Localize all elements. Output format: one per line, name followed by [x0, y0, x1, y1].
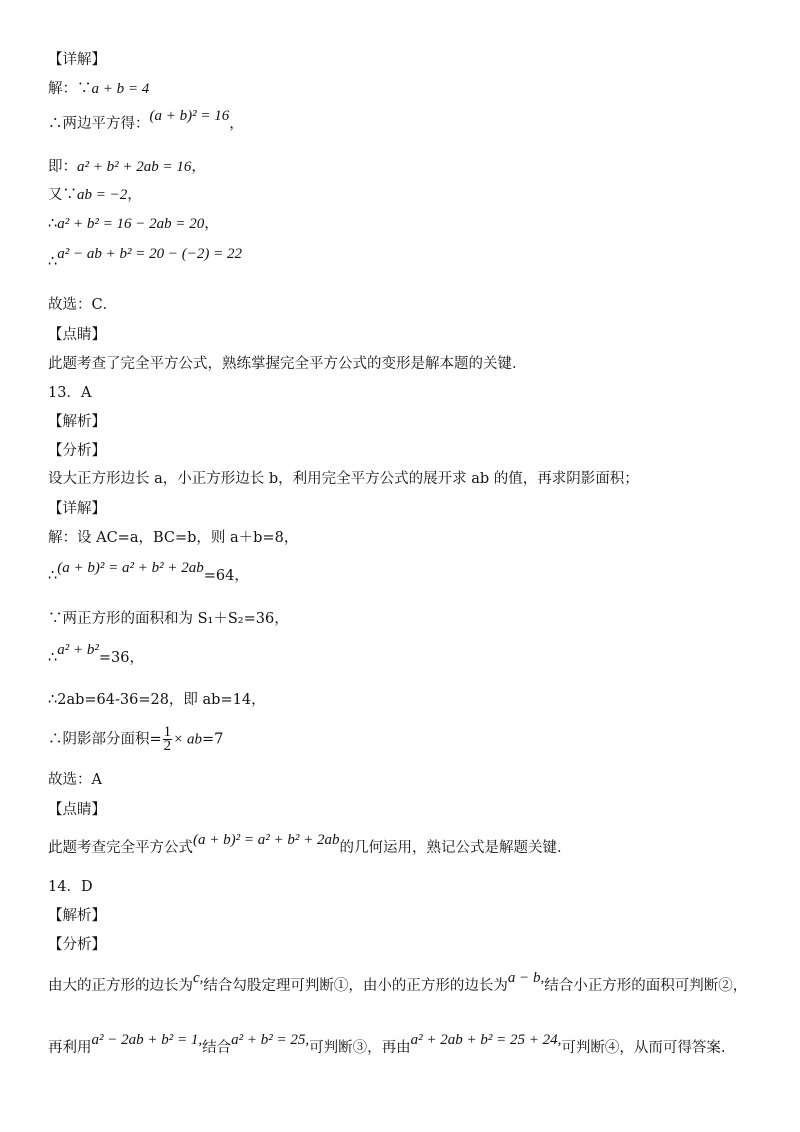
q14-line1-b: 结合勾股定理可判断①，由小的正方形的边长为: [203, 978, 508, 994]
q14-line2-c: 可判断③，再由: [309, 1040, 411, 1056]
q14-line2-b: 结合: [202, 1040, 232, 1056]
q12-line5-suffix: ，: [204, 216, 219, 232]
one-half-fraction: [163, 726, 173, 753]
q13-heading: 13．A: [48, 385, 92, 401]
q12-line3: [48, 157, 206, 177]
q12-line1-math: a + b = 4: [91, 81, 150, 97]
q12-line2-suffix: ，: [229, 116, 244, 132]
fraction-numerator: 1: [163, 724, 172, 740]
q12-line4-prefix: 又∵: [48, 187, 77, 203]
q13-line4: [48, 642, 144, 668]
q13-comment-suffix: 的几何运用，熟记公式是解题关键．: [339, 840, 572, 856]
q12-line2-math: (a + b)² = 16: [149, 108, 230, 124]
q14-line2: [48, 1032, 726, 1058]
q13-line5: ∴2ab=64-36=28，即 ab=14，: [48, 692, 266, 708]
fenxi-header: 【分析】: [48, 443, 106, 459]
comment-header: 【点睛】: [48, 802, 106, 818]
q14-line2-a: 再利用: [48, 1040, 92, 1056]
q13-line2-math: (a + b)² = a² + b² + 2ab: [57, 560, 204, 576]
q12-line1-prefix: 解：∵: [48, 81, 92, 97]
q13-choice: 故选：A: [48, 772, 102, 788]
fenxi-header: 【分析】: [48, 937, 106, 953]
q12-choice: 故选：C．: [48, 297, 118, 313]
q13-analysis: 设大正方形边长 a，小正方形边长 b，利用完全平方公式的展开求 ab 的值，再求阴影面积；: [48, 471, 639, 487]
q12-line5-math: a² + b² = 16 − 2ab = 20: [57, 216, 205, 232]
q12-line6-prefix: ∴: [48, 254, 58, 270]
q12-line5: [48, 214, 219, 234]
analysis-header: 【解析】: [48, 908, 106, 924]
q13-line1: 解：设 AC=a，BC=b，则 a＋b=8，: [48, 530, 299, 546]
q12-line3-math: a² + b² + 2ab = 16: [77, 159, 192, 175]
q14-line2-math1: a² − 2ab + b² = 1,: [91, 1032, 203, 1048]
q14-line1-c: 结合小正方形的面积可判断②，: [544, 978, 748, 994]
q14-line1: [48, 970, 748, 996]
q13-line6: [48, 726, 223, 753]
detail-header: 【详解】: [48, 52, 106, 68]
q12-line1: [48, 79, 149, 99]
q14-line1-a: 由大的正方形的边长为: [48, 978, 193, 994]
q12-line4: [48, 185, 142, 205]
analysis-header: 【解析】: [48, 414, 106, 430]
q14-line2-math3: a² + 2ab + b² = 25 + 24,: [410, 1032, 562, 1048]
q13-line2: [48, 560, 249, 586]
q13-line6-math: × ab: [173, 731, 203, 748]
q14-line2-d: 可判断④，从而可得答案.: [561, 1040, 726, 1056]
q13-line2-prefix: ∴: [48, 568, 58, 584]
q12-line6-math: a² − ab + b² = 20 − (−2) = 22: [57, 246, 242, 262]
comment-header: 【点睛】: [48, 327, 106, 343]
q13-line6-suffix: =7: [202, 731, 224, 748]
q14-line2-math2: a² + b² = 25,: [231, 1032, 310, 1048]
q14-line1-math2: a − b,: [507, 970, 545, 986]
detail-header: 【详解】: [48, 501, 106, 517]
fraction-denominator: 2: [163, 738, 172, 754]
q13-line2-suffix: =64，: [203, 568, 249, 584]
q13-comment-math: (a + b)² = a² + b² + 2ab: [193, 832, 340, 848]
q12-line4-suffix: ，: [127, 187, 142, 203]
q12-line5-prefix: ∴: [48, 216, 58, 232]
q13-line6-prefix: ∴阴影部分面积=: [48, 731, 162, 748]
q12-line2: [48, 108, 244, 134]
q13-line4-suffix: =36，: [98, 650, 144, 666]
q14-heading: 14．D: [48, 879, 93, 895]
q13-line3: ∵两正方形的面积和为 S₁＋S₂=36，: [48, 611, 289, 627]
q12-line6: [48, 246, 242, 272]
q13-comment: [48, 832, 572, 858]
q12-line2-prefix: ∴两边平方得：: [48, 116, 150, 132]
q12-comment: 此题考查了完全平方公式，熟练掌握完全平方公式的变形是解本题的关键．: [48, 356, 527, 372]
q12-line3-suffix: ，: [191, 159, 206, 175]
q14-line1-math1: c,: [193, 970, 204, 986]
q13-comment-prefix: 此题考查完全平方公式: [48, 840, 193, 856]
q13-line4-math: a² + b²: [57, 642, 99, 658]
q13-line4-prefix: ∴: [48, 650, 58, 666]
q12-line4-math: ab = −2: [77, 187, 128, 203]
q12-line3-prefix: 即：: [48, 159, 77, 175]
